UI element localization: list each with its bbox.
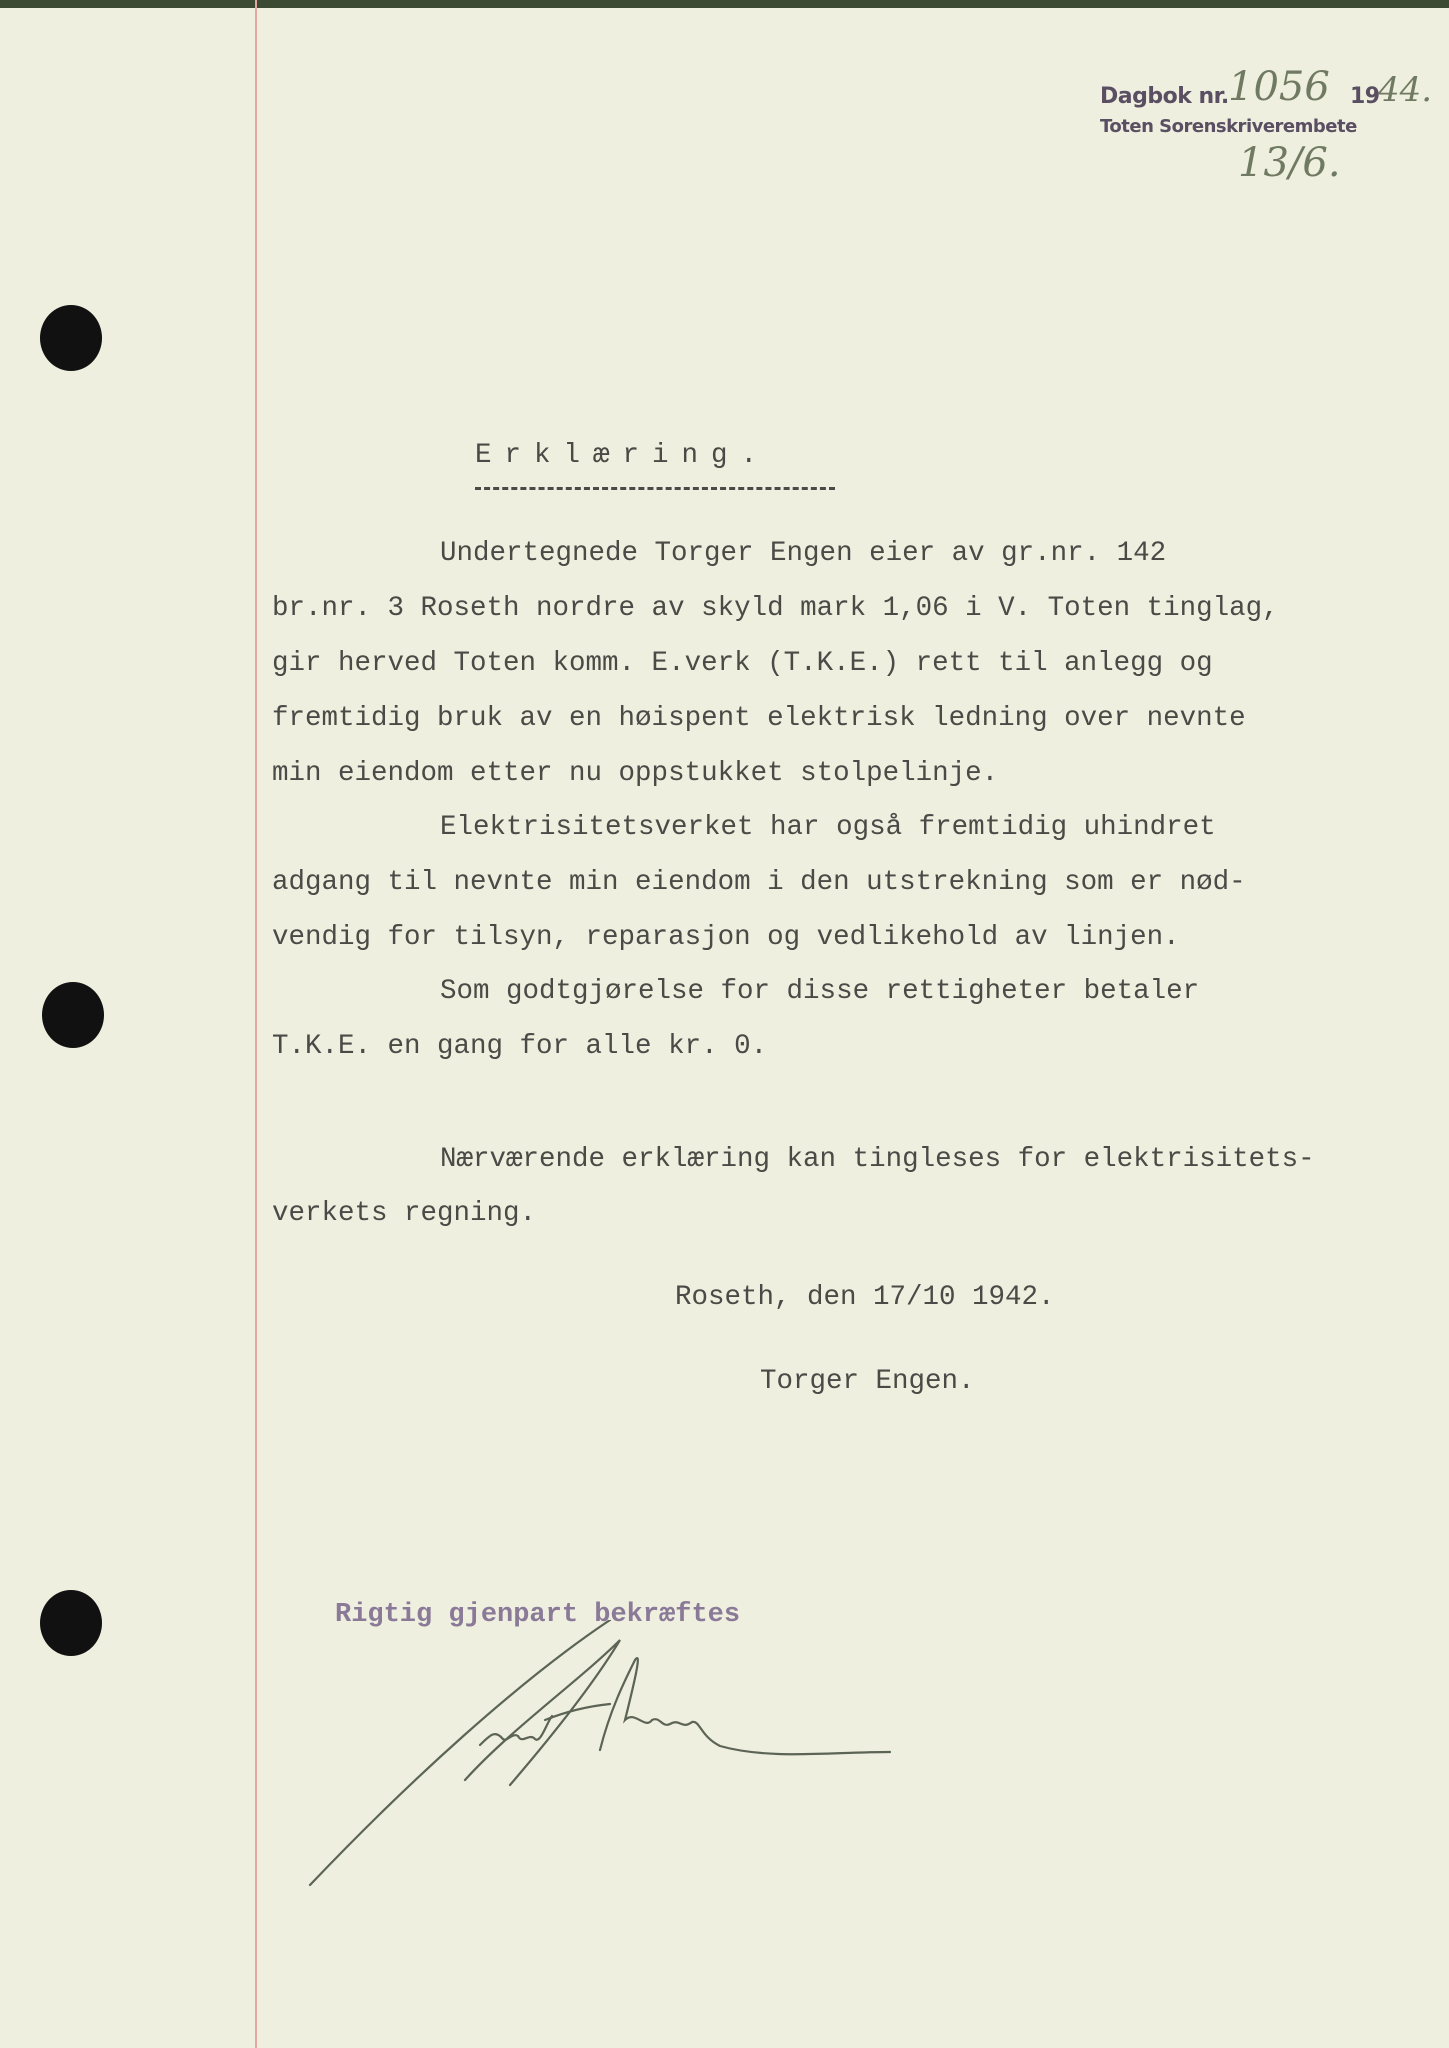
year-prefix: 19 <box>1350 84 1380 109</box>
punch-hole <box>40 1590 102 1656</box>
punch-hole <box>40 305 102 371</box>
office-name: Toten Sorenskriverembete <box>1100 116 1357 137</box>
margin-line <box>255 0 257 2048</box>
body-line: Nærværende erklæring kan tingleses for elektrisitets- <box>440 1144 1315 1175</box>
signatory-name: Torger Engen. <box>760 1366 975 1397</box>
dagbok-number: 1056 <box>1228 64 1330 110</box>
punch-hole <box>42 982 104 1048</box>
body-line: Elektrisitetsverket har også fremtidig uhindret <box>440 812 1216 843</box>
received-date: 13/6. <box>1238 140 1341 186</box>
body-line: verkets regning. <box>272 1198 537 1229</box>
signature-strokes <box>310 1620 890 1885</box>
body-line: adgang til nevnte min eiendom i den utstrekning som er nød- <box>272 867 1246 898</box>
body-line: Undertegnede Torger Engen eier av gr.nr. 142 <box>440 538 1167 569</box>
place-date: Roseth, den 17/10 1942. <box>675 1282 1055 1313</box>
signature <box>290 1620 930 1920</box>
body-line: T.K.E. en gang for alle kr. 0. <box>272 1031 768 1062</box>
body-line: Som godtgjørelse for disse rettigheter betaler <box>440 976 1200 1007</box>
certification-stamp: Rigtig gjenpart bekræftes <box>335 1600 741 1630</box>
body-line: min eiendom etter nu oppstukket stolpelinje. <box>272 758 999 789</box>
body-line: vendig for tilsyn, reparasjon og vedlikehold av linjen. <box>272 922 1180 953</box>
document-title: Erklæring. <box>475 440 771 471</box>
body-line: br.nr. 3 Roseth nordre av skyld mark 1,06 i V. Toten tinglag, <box>272 593 1279 624</box>
year-suffix: 44. <box>1378 70 1433 110</box>
title-underline <box>475 487 835 490</box>
scan-edge <box>0 0 1449 8</box>
dagbok-label: Dagbok nr. <box>1100 84 1229 109</box>
body-line: gir herved Toten komm. E.verk (T.K.E.) rett til anlegg og <box>272 648 1213 679</box>
body-line: fremtidig bruk av en høispent elektrisk ledning over nevnte <box>272 703 1246 734</box>
